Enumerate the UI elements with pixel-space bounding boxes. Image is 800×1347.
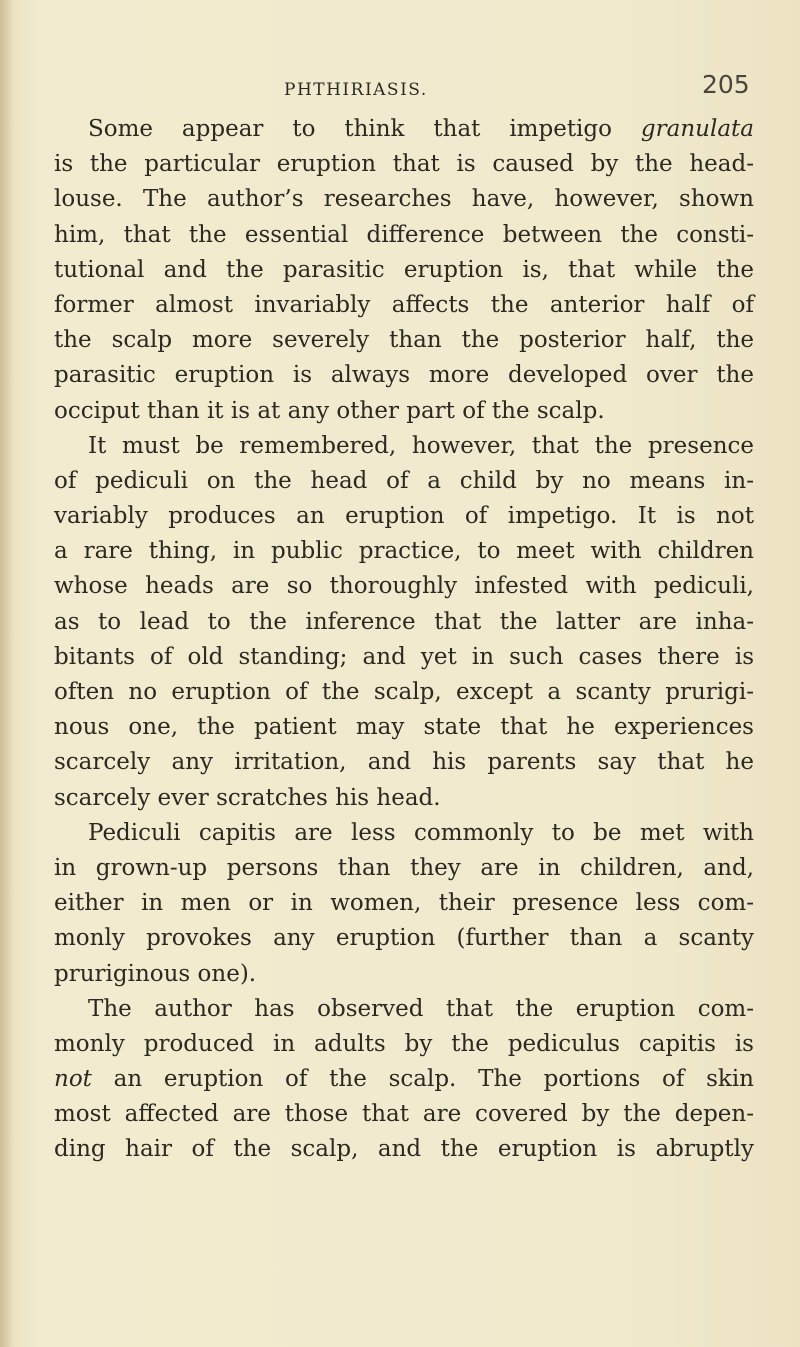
text-line: pruriginous one).: [54, 960, 257, 987]
text-line: either in men or in women, their presence less com-: [54, 890, 754, 917]
text-line: parasitic eruption is always more developed over the: [54, 362, 754, 389]
text-line: a rare thing, in public practice, to meet with children: [54, 538, 754, 565]
text-line: Some appear to think that impetigo granulata: [88, 116, 754, 142]
text-line: monly produced in adults by the pediculus capitis is: [54, 1030, 754, 1057]
text-line: louse. The author’s researches have, however, shown: [54, 186, 754, 213]
italic-term: granulata: [640, 116, 754, 142]
text-line: It must be remembered, however, that the presence: [88, 432, 754, 459]
text-line: tutional and the parasitic eruption is, that while the: [54, 256, 754, 283]
text-line: him, that the essential difference between the consti-: [54, 221, 754, 248]
body-text: [54, 112, 754, 1168]
text-line: is the particular eruption that is caused by the head-: [54, 151, 754, 178]
text-line: nous one, the patient may state that he experiences: [54, 714, 754, 741]
text-line: scarcely any irritation, and his parents say that he: [54, 749, 754, 776]
text-line: whose heads are so thoroughly infested with pediculi,: [54, 573, 754, 600]
gutter-shadow: [0, 0, 14, 1347]
page-number: 205: [702, 70, 750, 99]
text-line: variably produces an eruption of impetigo. It is not: [54, 503, 754, 530]
text-line: scarcely ever scratches his head.: [54, 784, 441, 811]
text-line: Pediculi capitis are less commonly to be met with: [88, 819, 754, 846]
text-line: as to lead to the inference that the latter are inha-: [54, 608, 754, 635]
text-line: in grown-up persons than they are in children, and,: [54, 854, 754, 881]
running-title: PHTHIRIASIS.: [284, 80, 428, 100]
text-line: often no eruption of the scalp, except a scanty prurigi-: [54, 679, 754, 705]
running-head: [54, 70, 754, 110]
text-line: ding hair of the scalp, and the eruption is abruptly: [54, 1136, 754, 1163]
text-line: The author has observed that the eruption com-: [88, 995, 754, 1022]
text-line: the scalp more severely than the posterior half, the: [54, 327, 754, 354]
text-line: monly provokes any eruption (further than a scanty: [54, 925, 754, 952]
text-line: former almost invariably affects the anterior half of: [54, 291, 754, 318]
italic-term: not: [54, 1066, 92, 1093]
text-line: most affected are those that are covered by the depen-: [54, 1101, 754, 1128]
text-line: of pediculi on the head of a child by no means in-: [54, 467, 754, 494]
text-line: bitants of old standing; and yet in such cases there is: [54, 643, 754, 670]
text-line: not an eruption of the scalp. The portions of skin: [54, 1066, 754, 1093]
text-line: occiput than it is at any other part of the scalp.: [54, 397, 605, 424]
